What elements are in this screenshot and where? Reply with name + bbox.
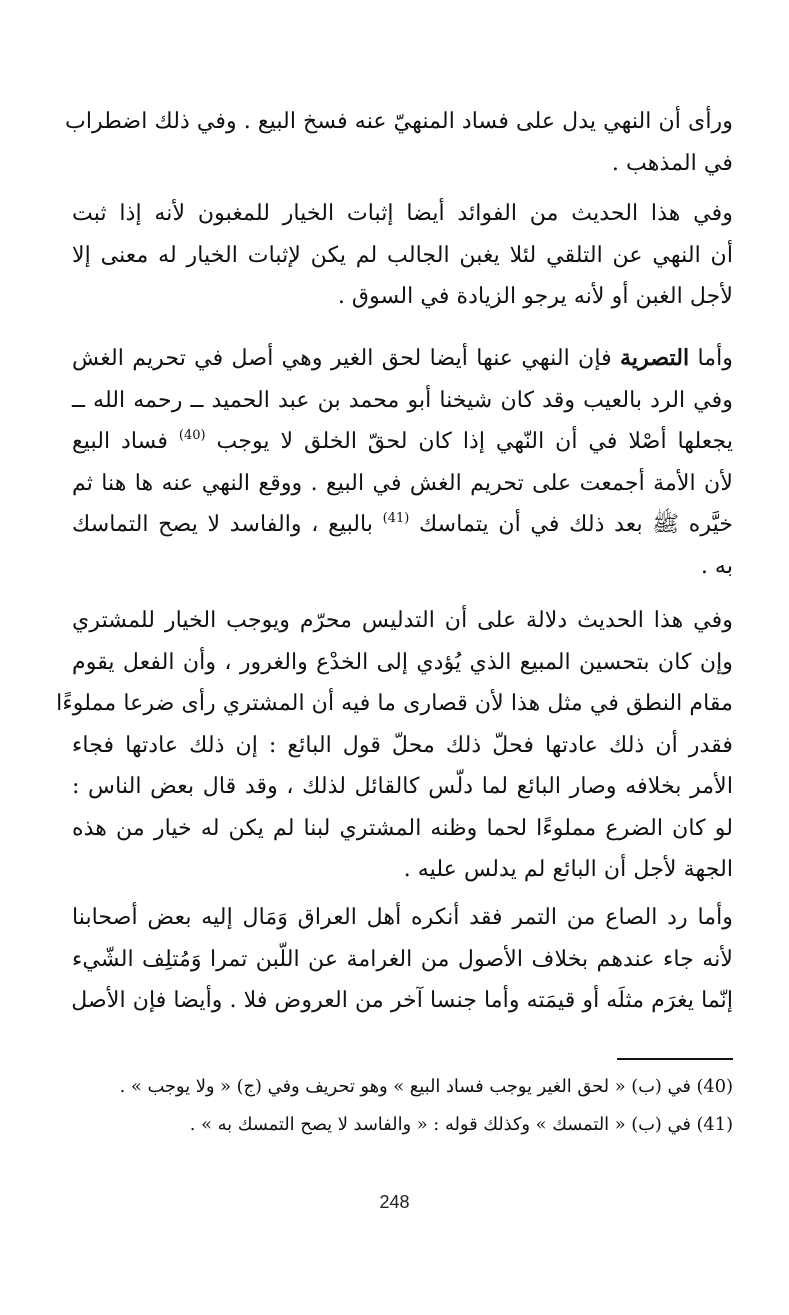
text-line: وفي الرد بالعيب وقد كان شيخنا أبو محمد بن عبد الحميد ــ رحمه الله ــ	[72, 386, 733, 413]
text-line: وأما رد الصاع من التمر فقد أنكره أهل العراق وَمَال إليه بعض أصحابنا	[72, 904, 733, 930]
text-line	[72, 338, 733, 380]
paragraph-2	[72, 193, 733, 318]
text-segment: فإن النهي عنها أيضا لحق الغير وهي أصل في تحريم الغش	[72, 345, 620, 371]
text-line: لو كان الضرع مملوءًا لحما وظنه المشتري لبنا لم يكن له خيار من هذه	[72, 814, 733, 841]
paragraph-1	[64, 101, 733, 184]
text-line: في المذهب .	[611, 149, 733, 176]
text-segment: وأما	[689, 345, 733, 371]
paragraph-5	[72, 897, 733, 1022]
text-line: أن النهي عن التلقي لئلا يغبن الجالب لم يكن لإثبات الخيار له معنى إلا	[72, 241, 733, 268]
paragraph-3	[72, 338, 733, 587]
text-line: إنّما يغرَم مثلَه أو قيمَته وأما جنسا آخر من العروض فلا . وأيضا فإن الأصل	[71, 987, 733, 1013]
footnote-reference: (41)	[382, 511, 410, 526]
text-segment: فساد البيع	[72, 428, 179, 454]
text-line: لأجل الغبن أو لأنه يرجو الزيادة في السوق .	[337, 283, 733, 309]
text-line: وإن كان بتحسين المبيع الذي يُؤدي إلى الخدْع والغرور ، وأن الفعل يقوم	[72, 648, 733, 675]
text-line	[72, 421, 733, 463]
text-line: الجهة لأجل أن البائع لم يدلس عليه .	[403, 856, 733, 882]
text-line: الأمر بخلافه وصار البائع لما دلّس كالقائل لذلك ، وقد قال بعض الناس :	[72, 773, 733, 799]
footnote-40: (40) في (ب) « لحق الغير يوجب فساد البيع » وهو تحريف وفي (ج) « ولا يوجب » .	[119, 1076, 733, 1097]
text-line	[72, 504, 733, 546]
paragraph-4	[56, 600, 733, 891]
text-line: فقدر أن ذلك عادتها فحلّ ذلك محلّ قول البائع : إن ذلك عادتها فجاء	[72, 731, 733, 758]
text-line: ورأى أن النهي يدل على فساد المنهيّ عنه فسخ البيع . وفي ذلك اضطراب	[64, 108, 733, 134]
bold-term: التصرية	[620, 345, 690, 371]
text-line: لأنه جاء عندهم بخلاف الأصول من الغرامة عن اللّبن تمرا وَمُتلِف الشّيء	[72, 945, 733, 972]
footnote-41: (41) في (ب) « التمسك » وكذلك قوله : « والفاسد لا يصح التمسك به » .	[189, 1114, 733, 1135]
text-line: به .	[700, 552, 733, 579]
text-segment: خيَّره ﷺ بعد ذلك في أن يتماسك	[409, 511, 733, 537]
text-line: لأن الأمة أجمعت على تحريم الغش في البيع . ووقع النهي عنه ها هنا ثم	[72, 469, 733, 496]
text-segment: يجعلها أصْلا في أن النّهي إذا كان لحقّ الخلق لا يوجب	[205, 428, 733, 454]
text-line: مقام النطق في مثل هذا لأن قصارى ما فيه أن المشتري رأى ضرعا مملوءًا	[56, 690, 733, 716]
text-segment: بالبيع ، والفاسد لا يصح التماسك	[72, 511, 383, 537]
page-number: 248	[379, 1192, 410, 1212]
footnotes	[72, 1068, 733, 1144]
footnote-separator	[617, 1058, 733, 1060]
text-line: وفي هذا الحديث دلالة على أن التدليس محرّم ويوجب الخيار للمشتري	[72, 607, 733, 633]
footnote-reference: (40)	[178, 428, 206, 443]
text-line: وفي هذا الحديث من الفوائد أيضا إثبات الخيار للمغبون لأنه إذا ثبت	[72, 200, 733, 226]
